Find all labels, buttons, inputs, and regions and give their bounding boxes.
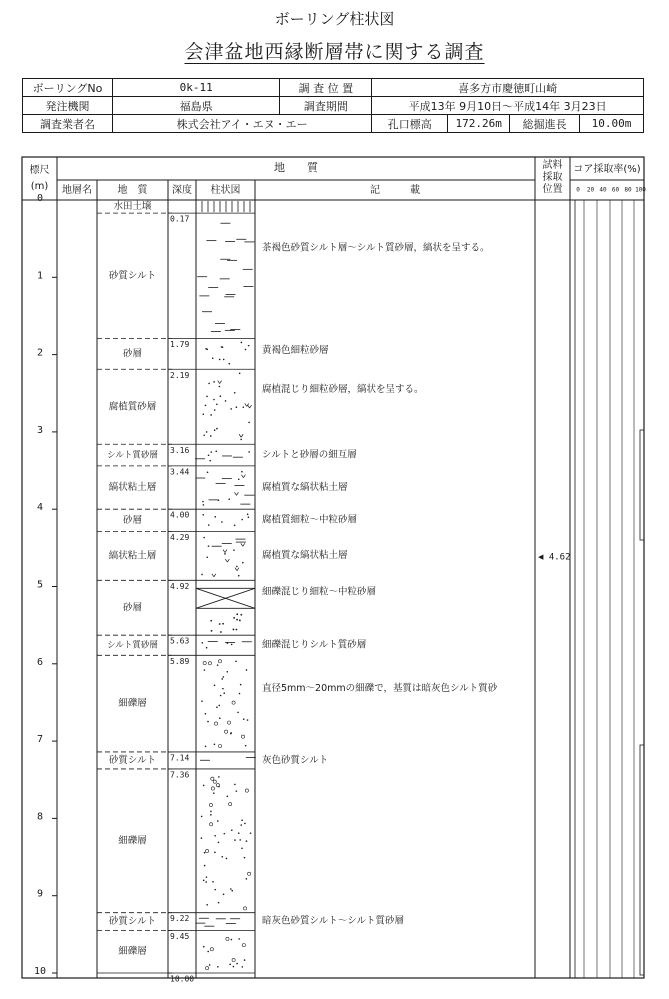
pattern-v [245, 403, 247, 406]
depth-label-9: 5.89 [170, 656, 190, 666]
depth-label-12: 9.22 [170, 914, 190, 924]
pattern-dot [216, 428, 218, 430]
lithology-label-10: 細礫層 [118, 698, 147, 710]
pattern-dot [214, 516, 216, 518]
description-0: 茶褐色砂質シルト層～シルト質砂層，縞状を呈する。 [262, 242, 490, 254]
pattern-dot [223, 692, 225, 694]
pattern-dot [231, 890, 233, 892]
pattern-dot [205, 713, 207, 715]
sample-position-marker: ◀ 4.62 [538, 552, 571, 563]
depth-label-6: 4.29 [170, 533, 190, 543]
pattern-dot [241, 819, 243, 821]
pattern-gravel [232, 701, 235, 704]
pattern-dot [212, 881, 214, 883]
pattern-gravel [213, 780, 216, 783]
pattern-dot [208, 545, 210, 547]
description-header: 記 載 [370, 185, 420, 196]
scale-mark-10: 10 [33, 966, 47, 977]
pattern-dot [208, 454, 210, 456]
lithology-label-12: 細礫層 [118, 835, 147, 847]
pattern-dot [202, 642, 204, 644]
pattern-v [234, 492, 236, 495]
pattern-dot [224, 553, 226, 555]
pattern-dot [222, 688, 224, 690]
pattern-dot [206, 876, 208, 878]
pattern-dot [234, 524, 236, 526]
pattern-gravel [209, 803, 212, 806]
pattern-dot [236, 406, 238, 408]
pattern-dot [219, 717, 221, 719]
pattern-dot [248, 451, 250, 453]
pattern-gravel [241, 735, 244, 738]
pattern-dot [218, 842, 220, 844]
pattern-dot [225, 400, 227, 402]
pattern-dot [227, 796, 229, 798]
lithology-label-11: 砂質シルト [108, 754, 157, 766]
description-11: 暗灰色砂質シルト～シルト質砂層 [262, 915, 405, 927]
pattern-gravel [242, 944, 245, 947]
pattern-dot [212, 357, 214, 359]
lithology-label-13: 砂質シルト [108, 916, 157, 928]
scale-mark-3: 3 [36, 424, 44, 436]
boring-no-label: ボーリングNo [23, 79, 113, 97]
pattern-dot [201, 574, 203, 576]
pattern-dot [242, 406, 244, 408]
scale-mark-7: 7 [36, 734, 44, 746]
depth-label-13: 9.45 [170, 931, 190, 941]
lithology-label-14: 細礫層 [118, 946, 147, 958]
pattern-v [223, 550, 225, 553]
lithology-label-5: 縞状粘土層 [108, 482, 157, 494]
document-title: ボーリング柱状図 [274, 10, 395, 28]
pattern-dot [203, 434, 205, 436]
pattern-dot [216, 403, 218, 405]
pattern-dot [223, 359, 225, 361]
pattern-dot [216, 706, 218, 708]
pattern-v [220, 381, 222, 384]
pattern-dot [203, 413, 205, 415]
pattern-dot [245, 745, 247, 747]
pattern-gravel [247, 872, 250, 875]
pattern-dot [207, 951, 209, 953]
core-tick-3: 60 [611, 186, 620, 194]
pattern-dot [241, 519, 243, 521]
pattern-dot [247, 719, 249, 721]
pattern-dot [221, 856, 223, 858]
pattern-v [241, 475, 243, 478]
period-value: 平成13年 9月10日～平成14年 3月23日 [372, 97, 644, 115]
pattern-dot [206, 904, 208, 906]
pattern-dot [223, 893, 225, 895]
pattern-dot [206, 396, 208, 398]
pattern-dot [213, 381, 215, 383]
depth-label-14: 10.00 [170, 974, 195, 984]
pattern-dot [201, 816, 203, 818]
pattern-dot [236, 629, 238, 631]
pattern-dot [245, 349, 247, 351]
pattern-dot [248, 345, 250, 347]
pattern-v [225, 559, 227, 562]
pattern-gravel [214, 722, 217, 725]
description-3: シルトと砂層の細互層 [262, 449, 357, 461]
depth-label-7: 4.92 [170, 581, 190, 591]
pattern-dot [238, 575, 240, 577]
pattern-dot [218, 786, 220, 788]
scale-mark-5: 5 [36, 579, 44, 591]
pattern-dot [233, 549, 235, 551]
pattern-dot [239, 620, 241, 622]
description-2: 腐植混じり細粒砂層，縞状を呈する。 [262, 383, 424, 395]
pattern-dot [210, 620, 212, 622]
pattern-dot [205, 348, 207, 350]
pattern-dot [241, 342, 243, 344]
depth-label-2: 2.19 [170, 370, 190, 380]
core-tick-2: 40 [599, 186, 607, 194]
sample-header-0: 試料 [542, 160, 563, 171]
description-5: 腐植質細粒～中粒砂層 [262, 514, 358, 526]
pattern-dot [240, 614, 242, 616]
depth-label: 総掘進長 [510, 115, 580, 133]
scale-unit-header: (m) [30, 181, 49, 192]
pattern-gravel [218, 744, 221, 747]
pattern-v [225, 550, 227, 553]
pattern-dot [239, 839, 241, 841]
lithology-label-9: シルト質砂層 [107, 640, 158, 651]
pattern-dot [223, 676, 225, 678]
pattern-dot [236, 619, 238, 621]
pattern-dot [219, 386, 221, 388]
pattern-dot [239, 373, 241, 375]
pattern-dot [242, 562, 244, 564]
pattern-dot [206, 556, 208, 558]
pattern-gravel [209, 823, 212, 826]
pattern-gravel [211, 787, 214, 790]
pattern-dot [217, 664, 219, 666]
pattern-dot [205, 746, 207, 748]
pattern-dot [214, 743, 216, 745]
pattern-v [237, 568, 239, 571]
formation-header: 地層名 [62, 185, 92, 196]
pattern-dot [244, 857, 246, 859]
pattern-dot [233, 629, 235, 631]
description-1: 黄褐色細粒砂層 [262, 345, 329, 357]
pattern-dot [206, 647, 208, 649]
pattern-gravel [205, 849, 208, 852]
pattern-dot [221, 678, 223, 680]
scale-mark-4: 4 [36, 502, 44, 514]
pattern-gravel [245, 789, 248, 792]
pattern-dot [230, 733, 232, 735]
pattern-dot [203, 785, 205, 787]
elevation-value: 172.26m [448, 115, 510, 133]
sample-header-1: 採取 [542, 172, 563, 183]
pattern-gravel [218, 660, 221, 663]
pattern-dot [226, 858, 228, 860]
pattern-dot [222, 346, 224, 348]
pattern-dot [213, 399, 215, 401]
pattern-v [243, 475, 245, 478]
pattern-dot [210, 414, 212, 416]
depth-label-8: 5.63 [170, 636, 190, 646]
pattern-dot [208, 383, 210, 385]
pattern-dot [248, 422, 250, 424]
pattern-gravel [226, 937, 229, 940]
depth-label-1: 1.79 [170, 339, 190, 349]
depth-label-11: 7.36 [170, 770, 190, 780]
pattern-dot [234, 784, 236, 786]
pattern-dot [235, 661, 237, 663]
pattern-dot [233, 966, 235, 968]
pattern-dot [214, 429, 216, 431]
lithology-header: 地 質 [117, 185, 148, 196]
contractor-label: 調査業者名 [23, 115, 113, 133]
pattern-v [235, 568, 237, 571]
pattern-v [250, 405, 252, 408]
depth-label-3: 3.16 [170, 445, 190, 455]
core-header: コア採取率(%) [573, 164, 641, 175]
pattern-dot [204, 865, 206, 867]
core-tick-1: 20 [586, 186, 595, 194]
pattern-gravel [208, 662, 211, 665]
pattern-dot [217, 966, 219, 968]
core-tick-0: 0 [576, 186, 580, 194]
pattern-dot [209, 964, 211, 966]
pattern-dot [210, 814, 212, 816]
pattern-dot [203, 504, 205, 506]
pattern-dot [247, 513, 249, 515]
depth-header: 深度 [172, 185, 192, 196]
pattern-dot [214, 852, 216, 854]
lithology-label-1: 砂質シルト [108, 270, 157, 282]
pattern-dot [244, 959, 246, 961]
pattern-v [248, 405, 250, 408]
pattern-dot [238, 832, 240, 834]
pattern-gravel [232, 958, 235, 961]
pattern-v [241, 434, 243, 437]
sample-header-2: 位置 [542, 184, 563, 195]
pattern-dot [210, 811, 212, 813]
pattern-dot [204, 852, 206, 854]
pattern-dot [241, 847, 243, 849]
pattern-dot [246, 669, 248, 671]
pattern-dot [226, 671, 228, 673]
pattern-dot [203, 946, 205, 948]
client-label: 発注機関 [23, 97, 113, 115]
pattern-dot [222, 623, 224, 625]
geology-header: 地 質 [274, 161, 318, 174]
scale-mark-6: 6 [36, 656, 44, 668]
location-value: 喜多方市慶徳町山崎 [372, 79, 644, 97]
description-9: 直径5mm～20mmの細礫で，基質は暗灰色シルト質砂 [262, 683, 498, 695]
pattern-dot [236, 963, 238, 965]
pattern-dot [218, 776, 220, 778]
pattern-dot [229, 964, 231, 966]
pattern-dot [214, 889, 216, 891]
pattern-dot [206, 431, 208, 433]
description-6: 腐植質な縞状粘土層 [262, 550, 348, 562]
pattern-dot [230, 888, 232, 890]
pattern-dot [211, 630, 213, 632]
location-label: 調 査 位 置 [280, 79, 372, 97]
pattern-dot [203, 879, 205, 881]
pattern-dot [236, 790, 238, 792]
pattern-dot [230, 408, 232, 410]
pattern-dot [234, 392, 236, 394]
pattern-dot [215, 450, 217, 452]
lithology-label-6: 砂層 [122, 514, 143, 526]
pattern-dot [205, 881, 207, 883]
pattern-dot [205, 405, 207, 407]
pattern-gravel [210, 948, 213, 951]
pattern-v [239, 434, 241, 437]
lithology-label-8: 砂層 [122, 602, 143, 614]
pattern-gravel [206, 967, 209, 970]
scale-mark-2: 2 [36, 347, 44, 359]
pattern-dot [221, 521, 223, 523]
pattern-dot [220, 395, 222, 397]
pattern-dot [244, 823, 246, 825]
scale-mark-1: 1 [36, 270, 44, 282]
lithology-label-0: 水田土壌 [113, 201, 152, 213]
pattern-dot [203, 537, 205, 539]
pattern-dot [238, 938, 240, 940]
pattern-v [214, 574, 216, 577]
pattern-dot [207, 471, 209, 473]
description-8: 細礫混じりシルト質砂層 [262, 639, 367, 651]
pattern-dot [228, 498, 230, 500]
pattern-v [236, 492, 238, 495]
pattern-dot [237, 712, 239, 714]
pattern-dot [218, 499, 220, 501]
scale-mark-0: 0 [36, 193, 44, 204]
pattern-dot [219, 623, 221, 625]
pattern-dot [234, 839, 236, 841]
pattern-dot [204, 669, 206, 671]
depth-label-0: 0.17 [170, 214, 190, 224]
lithology-label-7: 縞状粘土層 [108, 550, 157, 562]
pattern-v [243, 543, 245, 546]
pattern-dot [238, 478, 240, 480]
pattern-gravel [224, 730, 227, 733]
pattern-dot [202, 514, 204, 516]
pattern-dot [201, 700, 203, 702]
pattern-dot [207, 721, 209, 723]
pattern-dot [240, 824, 242, 826]
pattern-gravel [211, 777, 214, 780]
pattern-dot [220, 631, 222, 633]
pattern-dot [228, 363, 230, 365]
pattern-gravel [243, 907, 246, 910]
client-value: 福島県 [112, 97, 280, 115]
description-4: 腐植質な縞状粘土層 [262, 482, 348, 494]
pattern-dot [233, 617, 235, 619]
core-tick-5: 100 [635, 186, 646, 194]
pattern-dot [219, 359, 221, 361]
pattern-dot [231, 939, 233, 941]
pattern-dot [214, 835, 216, 837]
pattern-dot [240, 439, 242, 441]
elevation-label: 孔口標高 [372, 115, 448, 133]
pattern-dot [209, 460, 211, 462]
column-header: 柱状図 [210, 185, 241, 196]
pattern-dot [240, 684, 242, 686]
pattern-v [218, 381, 220, 384]
boring-no-value: 0k-11 [112, 79, 280, 97]
pattern-dot [218, 902, 220, 904]
pattern-dot [246, 840, 248, 842]
pattern-dot [214, 684, 216, 686]
pattern-gravel [229, 803, 232, 806]
lithology-label-2: 砂層 [122, 348, 143, 360]
pattern-dot [210, 451, 212, 453]
pattern-dot [202, 501, 204, 503]
scale-mark-8: 8 [36, 811, 44, 823]
pattern-dot [201, 837, 203, 839]
contractor-value: 株式会社アイ・エヌ・エー [112, 115, 371, 133]
lithology-label-4: シルト質砂層 [107, 450, 158, 461]
pattern-dot [210, 435, 212, 437]
pattern-dot [246, 878, 248, 880]
pattern-v [241, 543, 243, 546]
pattern-dot [241, 471, 243, 473]
pattern-gravel [203, 661, 206, 664]
pattern-dot [218, 705, 220, 707]
pattern-dot [231, 829, 233, 831]
pattern-dot [243, 718, 245, 720]
period-label: 調査期間 [280, 97, 372, 115]
depth-label-10: 7.14 [170, 753, 190, 763]
depth-value: 10.00m [580, 115, 644, 133]
pattern-dot [231, 644, 233, 646]
pattern-dot [250, 832, 252, 834]
lithology-label-3: 腐植質砂層 [108, 401, 157, 413]
pattern-dot [208, 524, 210, 526]
pattern-dot [239, 693, 241, 695]
scale-mark-9: 9 [36, 888, 44, 900]
pattern-dot [236, 566, 238, 568]
core-tick-4: 80 [624, 186, 632, 194]
pattern-dot [214, 409, 216, 411]
description-10: 灰色砂質シルト [262, 754, 329, 766]
pattern-dot [217, 820, 219, 822]
pattern-dot [248, 516, 250, 518]
pattern-dot [213, 792, 215, 794]
pattern-gravel [227, 721, 230, 724]
survey-title: 会津盆地西縁断層帯に関する調査 [184, 41, 485, 63]
pattern-dot [220, 695, 222, 697]
pattern-dot [236, 613, 238, 615]
description-7: 細礫混じり細粒～中粒砂層 [262, 586, 377, 598]
pattern-v [212, 574, 214, 577]
scale-header: 標尺 [29, 165, 50, 176]
pattern-dot [241, 966, 243, 968]
depth-label-5: 4.00 [170, 510, 190, 520]
pattern-dot [224, 833, 226, 835]
depth-label-4: 3.44 [170, 467, 190, 477]
pattern-v [227, 559, 229, 562]
